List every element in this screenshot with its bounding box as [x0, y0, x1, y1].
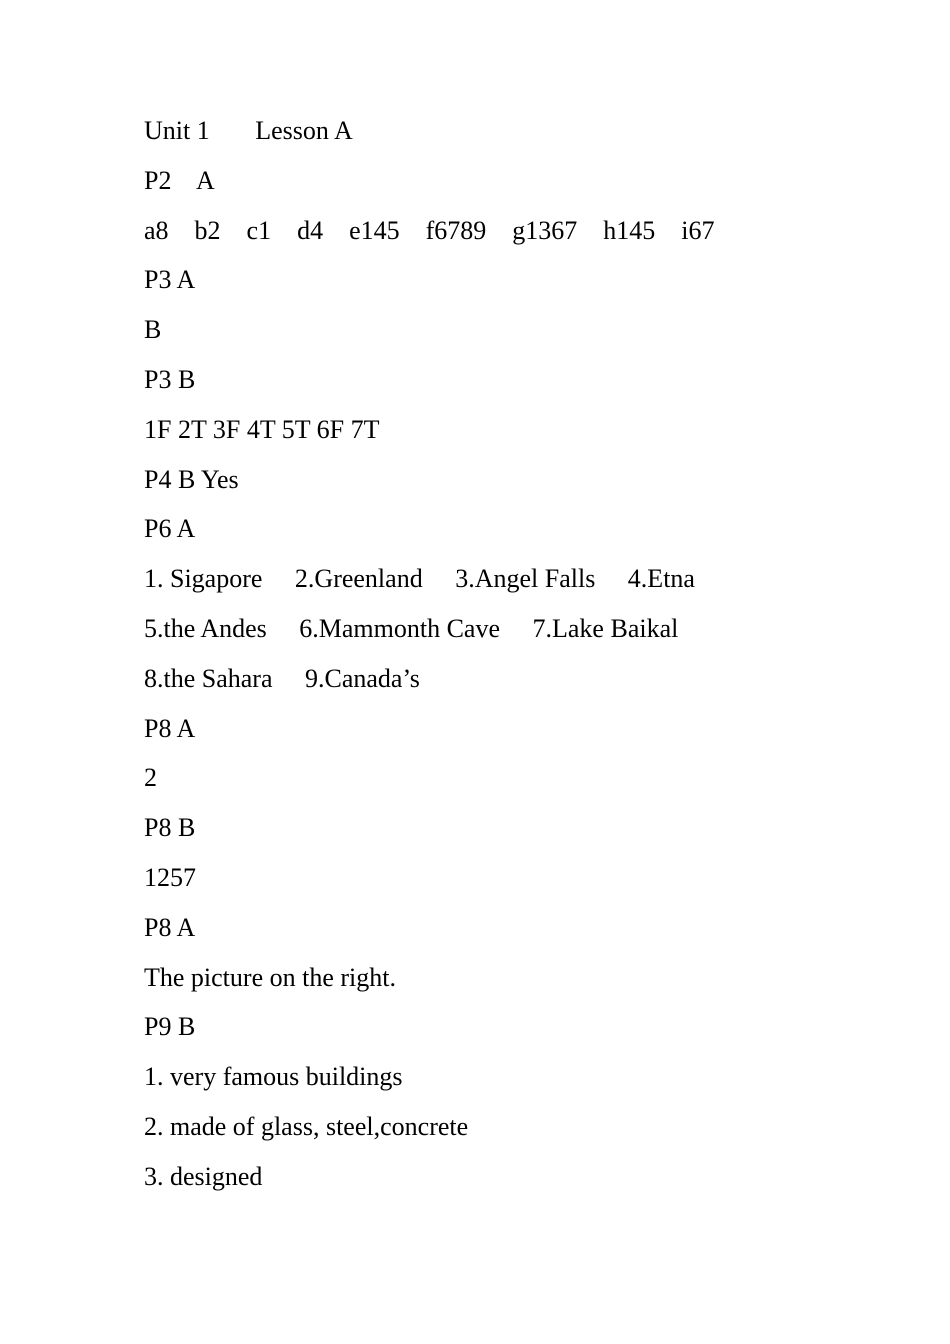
answer-line: 1257 — [144, 862, 196, 892]
section-label: P4 B Yes — [144, 464, 239, 494]
answer-line: The picture on the right. — [144, 962, 396, 992]
section-label: P9 B — [144, 1012, 196, 1042]
answer-line: 1F 2T 3F 4T 5T 6F 7T — [144, 414, 380, 444]
answer-line: 1. Sigapore 2.Greenland 3.Angel Falls 4.Etna — [144, 564, 695, 594]
answer-line: 1. very famous buildings — [144, 1062, 403, 1092]
answer-line: B — [144, 315, 162, 345]
answer-line: 5.the Andes 6.Mammonth Cave 7.Lake Baikal — [144, 613, 679, 643]
section-label: P8 B — [144, 813, 196, 843]
answer-line: 8.the Sahara 9.Canada’s — [144, 663, 420, 693]
answer-line: 3. designed — [144, 1161, 263, 1191]
section-label: P2 A — [144, 165, 215, 195]
section-label: P3 A — [144, 265, 196, 295]
answer-line: 2. made of glass, steel,concrete — [144, 1111, 469, 1141]
unit-heading: Unit 1 Lesson A — [144, 116, 353, 145]
section-label: P3 B — [144, 364, 196, 394]
section-label: P8 A — [144, 912, 196, 942]
section-label: P6 A — [144, 514, 196, 544]
document-page — [144, 106, 904, 1202]
answer-line: 2 — [144, 763, 157, 793]
section-label: P8 A — [144, 713, 196, 743]
answer-line: a8 b2 c1 d4 e145 f6789 g1367 h145 i67 — [144, 215, 715, 245]
